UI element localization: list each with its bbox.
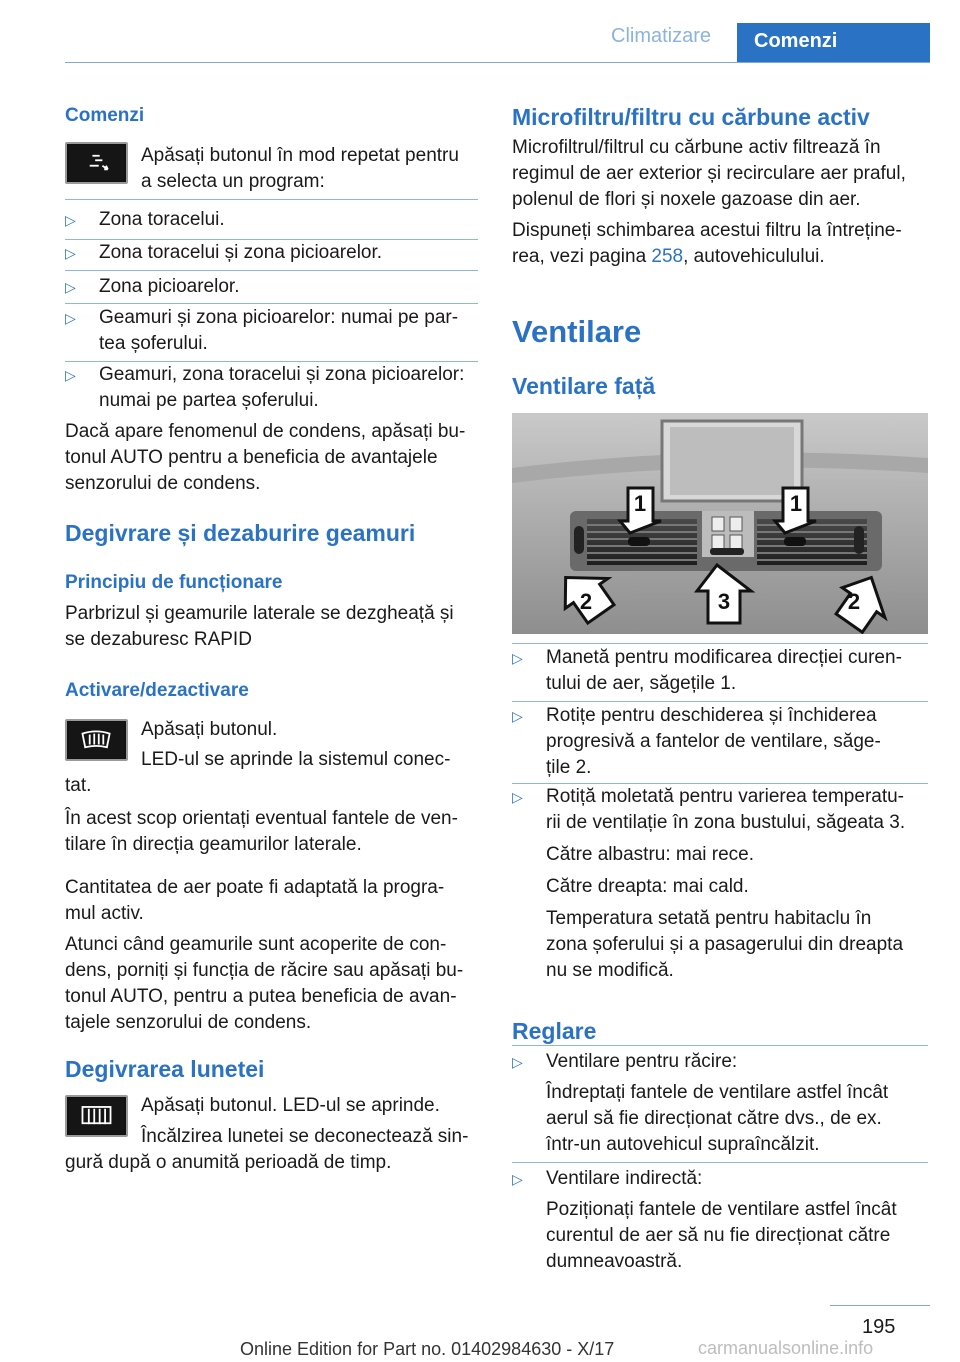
reglare-text: într-un autovehicul supraîncălzit.: [546, 1134, 820, 1155]
vent-item: ▷ Rotițe pentru deschiderea și închiderea progresivă a fantelor de ventilare, săge- țile 2.: [512, 705, 881, 778]
photo-label: 2: [579, 589, 593, 614]
orientare-text-1: În acest scop orientați eventual fantele de ven-: [65, 808, 458, 829]
vent-item: ▷ Rotiță moletată pentru varierea temperatu- rii de ventilație în zona bustului, săgeata 3.: [512, 786, 906, 833]
luneta-text-1: Apăsați butonul. LED-ul se aprinde.: [141, 1095, 440, 1116]
reglare-text: aerul să fie direcționat către dvs., de ex.: [546, 1108, 882, 1129]
page-header: [0, 0, 960, 64]
dreapta-text: Către dreapta: mai cald.: [546, 876, 749, 897]
photo-label: 1: [789, 491, 803, 516]
photo-label: 1: [633, 491, 647, 516]
rear-window-defrost-icon: [65, 1095, 128, 1137]
photo-label: 3: [717, 589, 731, 614]
temperatura-text-2: zona șoferului și a pasagerului din dreapta: [546, 934, 904, 955]
comenzi-heading: Comenzi: [65, 105, 145, 126]
reglare-text: Poziționați fantele de ventilare astfel încât: [546, 1199, 897, 1220]
footer-rule: [830, 1305, 930, 1306]
vent-item: ▷ Manetă pentru modificarea direcției curen- tului de aer, săgețile 1.: [512, 647, 902, 694]
reglare-text: curentul de aer să nu fie direcționat către: [546, 1225, 891, 1246]
bullet-triangle-icon: ▷: [65, 212, 76, 228]
activare-heading: Activare/dezactivare: [65, 680, 249, 701]
reglare-item: ▷ Ventilare pentru răcire:: [512, 1049, 928, 1075]
program-item: ▷ Geamuri și zona picioarelor: numai pe par- tea șoferului.: [65, 307, 459, 354]
photo-label: 2: [847, 589, 861, 614]
comenzi-intro-2: a selecta un program:: [141, 171, 325, 192]
degivrare-heading: Degivrare și dezaburire geamuri: [65, 520, 416, 546]
page-number: 195: [862, 1316, 896, 1338]
temperatura-text-1: Temperatura setată pentru habitaclu în: [546, 908, 872, 929]
condens-text-3: senzorului de condens.: [65, 473, 261, 494]
atunci-text-1: Atunci când geamurile sunt acoperite de con-: [65, 934, 447, 955]
divider: [65, 270, 478, 271]
principiu-text-1: Parbrizul și geamurile laterale se dezgheață și: [65, 603, 454, 624]
atunci-text-4: tajele senzorului de condens.: [65, 1012, 312, 1033]
filter-heading: Microfiltru/filtru cu cărbune activ: [512, 104, 870, 130]
bullet-triangle-icon: ▷: [512, 650, 523, 666]
divider: [512, 1045, 928, 1046]
bullet-triangle-icon: ▷: [65, 279, 76, 295]
header-rule: [65, 62, 930, 63]
principiu-text-2: se dezaburesc RAPID: [65, 629, 252, 650]
temperatura-text-3: nu se modifică.: [546, 960, 674, 981]
luneta-text-2a: Încălzirea lunetei se deconectează sin-: [141, 1126, 469, 1147]
luneta-text-2b: gură după o anumită perioadă de timp.: [65, 1152, 392, 1173]
ventilare-heading: Ventilare: [512, 314, 642, 349]
principiu-heading: Principiu de funcționare: [65, 572, 283, 593]
air-distribution-icon: [65, 142, 128, 184]
program-item: ▷ Zona toracelui și zona picioarelor.: [65, 240, 478, 266]
reglare-text: Îndreptați fantele de ventilare astfel încât: [546, 1082, 889, 1103]
bullet-triangle-icon: ▷: [65, 310, 76, 326]
cantitate-text-1: Cantitatea de aer poate fi adaptată la progra-: [65, 877, 445, 898]
service-text-1: Dispuneți schimbarea acestui filtru la întreține-: [512, 220, 902, 241]
bullet-triangle-icon: ▷: [512, 1171, 523, 1187]
luneta-heading: Degivrarea lunetei: [65, 1056, 265, 1082]
cantitate-text-2: mul activ.: [65, 903, 144, 924]
reglare-item: ▷ Ventilare indirectă:: [512, 1166, 928, 1192]
comenzi-intro-1: Apăsați butonul în mod repetat pentru: [141, 145, 459, 166]
activare-text-1: Apăsați butonul.: [141, 719, 278, 740]
albastru-text: Către albastru: mai rece.: [546, 844, 755, 865]
condens-text-2: tonul AUTO pentru a beneficia de avantajele: [65, 447, 438, 468]
filter-text-1: Microfiltrul/filtrul cu cărbune activ filtrează în: [512, 137, 881, 158]
divider: [65, 303, 478, 304]
program-item: ▷ Zona toracelui.: [65, 207, 478, 233]
activare-text-2a: LED-ul se aprinde la sistemul conec-: [141, 749, 451, 770]
ventilare-fata-heading: Ventilare față: [512, 373, 656, 399]
page-258-link[interactable]: 258: [651, 246, 684, 267]
program-item: ▷ Geamuri, zona toracelui și zona picioarelor: numai pe partea șoferului.: [65, 364, 465, 411]
bullet-triangle-icon: ▷: [512, 708, 523, 724]
bullet-triangle-icon: ▷: [512, 1054, 523, 1070]
divider: [65, 199, 478, 200]
program-item: ▷ Zona picioarelor.: [65, 274, 478, 300]
edition-footer: Online Edition for Part no. 01402984630 - X/17: [240, 1339, 615, 1359]
bullet-triangle-icon: ▷: [512, 789, 523, 805]
filter-text-3: polenul de flori și noxele gazoase din aer.: [512, 189, 861, 210]
dashboard-vents-photo: [512, 413, 928, 634]
divider: [512, 701, 928, 702]
chapter-tab[interactable]: Climatizare: [611, 25, 712, 47]
filter-text-2: regimul de aer exterior și recirculare aer praful,: [512, 163, 906, 184]
reglare-heading: Reglare: [512, 1018, 597, 1044]
windshield-defrost-icon: [65, 719, 128, 761]
condens-text-1: Dacă apare fenomenul de condens, apăsați bu-: [65, 421, 466, 442]
atunci-text-2: dens, porniți și funcția de răcire sau apăsați bu-: [65, 960, 464, 981]
bullet-triangle-icon: ▷: [65, 245, 76, 261]
divider: [512, 643, 928, 644]
bullet-triangle-icon: ▷: [65, 367, 76, 383]
watermark: carmanualsonline.info: [698, 1338, 874, 1358]
atunci-text-3: tonul AUTO, pentru a putea beneficia de avan-: [65, 986, 457, 1007]
section-tab[interactable]: Comenzi: [737, 23, 930, 62]
orientare-text-2: tilare în direcția geamurilor laterale.: [65, 834, 362, 855]
divider: [512, 1162, 928, 1163]
activare-text-2b: tat.: [65, 775, 92, 796]
service-text-2: rea, vezi pagina 258, autovehiculului.: [512, 246, 825, 267]
reglare-text: dumneavoastră.: [546, 1251, 683, 1272]
